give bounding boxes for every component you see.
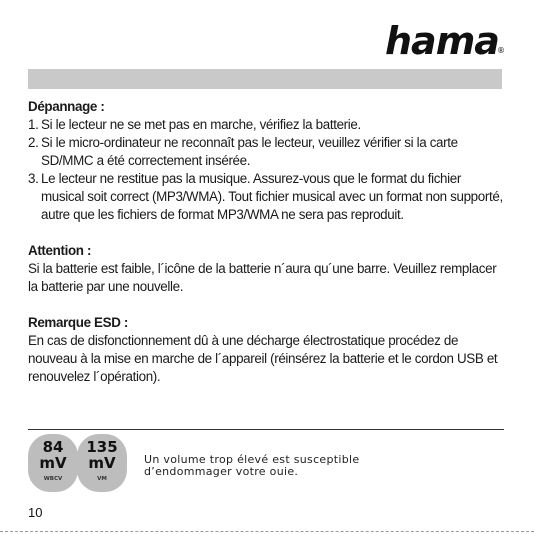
item-number: 2. xyxy=(28,135,39,150)
badge-caption: WBCV xyxy=(43,476,63,482)
badge-unit: mV xyxy=(39,454,67,472)
header-bar xyxy=(28,69,502,89)
list-item xyxy=(28,134,506,170)
badge-unit: mV xyxy=(88,454,116,472)
badge-value: 84 xyxy=(42,438,64,456)
warning-line: Un volume trop élevé est susceptible xyxy=(144,453,360,466)
trim-line xyxy=(0,531,534,532)
item-number: 3. xyxy=(28,171,39,186)
item-text: Si le lecteur ne se met pas en marche, vérifiez la batterie. xyxy=(41,117,361,132)
item-number: 1. xyxy=(28,117,39,132)
hama-logo: hama xyxy=(385,19,499,63)
esd-text: En cas de disfonctionnement dû à une décharge électrostatique procédez de nouveau à la mise en marche de l´appareil (réinsérez la batterie et le cordon USB et renouvelez l´opération). xyxy=(28,333,498,384)
volume-warning xyxy=(144,454,359,478)
attention-heading: Attention : xyxy=(28,243,92,258)
registered-mark: ® xyxy=(497,46,505,55)
badge-caption: VM xyxy=(97,476,107,482)
badge-value: 135 xyxy=(86,438,118,456)
item-text: Le lecteur ne restitue pas la musique. Assurez-vous que le format du fichier musical soit correct (MP3/WMA). Tout fichier musical avec un format non supporté, autre que les fichiers de format MP3/WMA ne sera pas reproduit. xyxy=(41,171,503,222)
item-text: Si le micro-ordinateur ne reconnaît pas le lecteur, veuillez vérifier si la carte SD/MMC a été correctement insérée. xyxy=(41,135,458,168)
list-item xyxy=(28,170,506,224)
attention-text: Si la batterie est faible, l´icône de la batterie n´aura qu´une barre. Veuillez remplacer la batterie par une nouvelle. xyxy=(28,261,497,294)
page-number: 10 xyxy=(28,505,43,520)
troubleshooting-list xyxy=(28,116,506,224)
warning-line: d’endommager votre ouie. xyxy=(144,465,299,478)
manual-content xyxy=(28,98,506,386)
troubleshooting-heading: Dépannage : xyxy=(28,99,105,114)
esd-heading: Remarque ESD : xyxy=(28,315,129,330)
list-item xyxy=(28,116,506,134)
volume-badge-vm xyxy=(77,434,127,492)
volume-badge-wbcv xyxy=(28,434,78,492)
section-divider xyxy=(28,429,504,430)
